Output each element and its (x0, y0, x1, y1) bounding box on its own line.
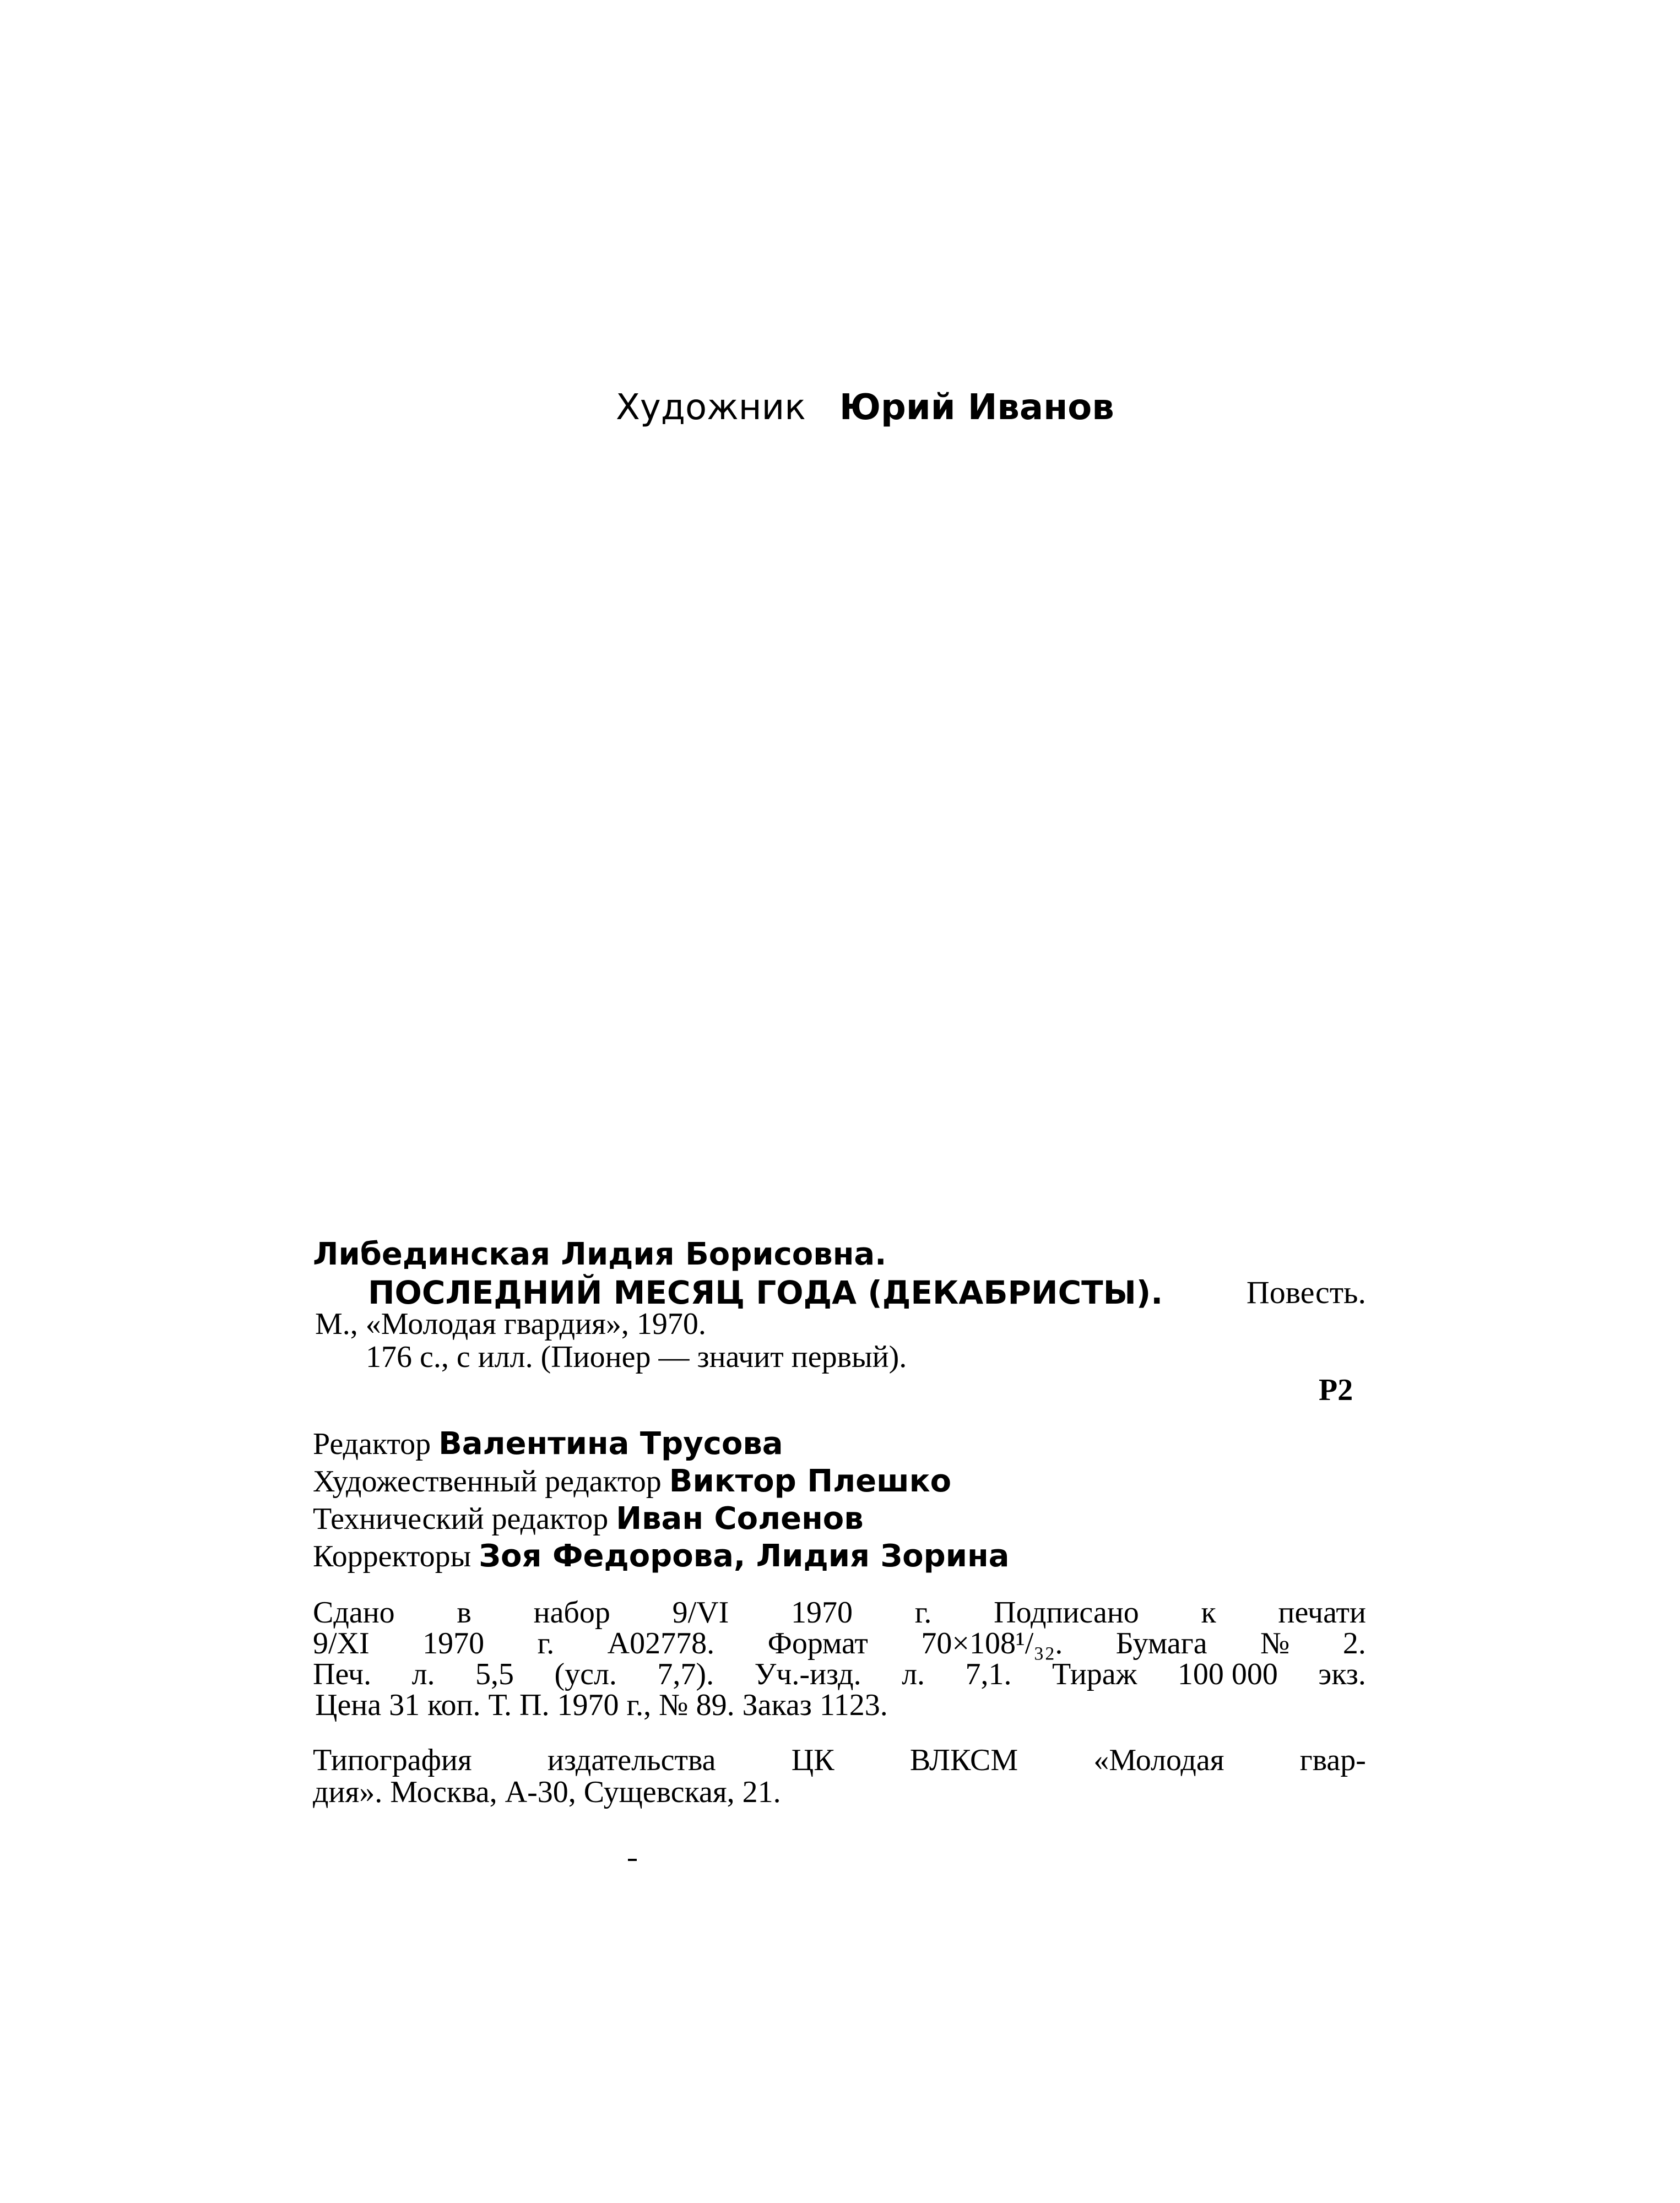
artist-label: Художник (616, 387, 806, 428)
word: 1970 (422, 1626, 485, 1661)
stray-dash-mark (628, 1859, 637, 1861)
credit-role: Технический редактор (313, 1502, 609, 1536)
word: в (457, 1596, 472, 1630)
word: л. (411, 1657, 435, 1691)
credit-role: Корректоры (313, 1539, 472, 1573)
word: г. (914, 1596, 932, 1630)
word: 9/VI (672, 1596, 729, 1630)
word: Формат (767, 1626, 868, 1661)
word: ВЛКСМ (909, 1743, 1018, 1777)
word: 70×108¹/₃₂. (921, 1626, 1063, 1661)
word: Бумага (1115, 1626, 1207, 1661)
word: ЦК (791, 1743, 834, 1777)
word: Сдано (313, 1596, 395, 1630)
credit-tech-editor (313, 1501, 864, 1537)
word: гвар- (1299, 1743, 1366, 1777)
printing-line-2 (313, 1628, 1366, 1659)
typography-line-1 (313, 1745, 1366, 1776)
word: Типография (313, 1743, 472, 1777)
credit-art-editor (313, 1463, 952, 1499)
credit-names: Зоя Федорова, Лидия Зорина (479, 1538, 1010, 1574)
typography-line-2: дия». Москва, А-30, Сущевская, 21. (313, 1775, 781, 1809)
title-line (368, 1274, 1366, 1311)
artist-name: Юрий Иванов (839, 387, 1114, 428)
word: издательства (547, 1743, 716, 1777)
publisher-line: М., «Молодая гвардия», 1970. (315, 1307, 706, 1341)
pages-line: 176 с., с илл. (Пионер — значит первый). (366, 1340, 907, 1374)
word: 5,5 (475, 1657, 514, 1691)
credit-role: Художественный редактор (313, 1464, 662, 1499)
author-line: Либединская Лидия Борисовна. (313, 1236, 887, 1272)
printing-line-4: Цена 31 коп. Т. П. 1970 г., № 89. Заказ 1123. (315, 1688, 888, 1722)
word: 100 000 (1177, 1657, 1278, 1691)
classification: Р2 (1319, 1373, 1353, 1407)
word: «Молодая (1093, 1743, 1224, 1777)
word: л. (902, 1657, 925, 1691)
credit-names: Валентина Трусова (438, 1426, 783, 1462)
credit-role: Редактор (313, 1427, 431, 1461)
word: г. (537, 1626, 555, 1661)
word: 1970 (791, 1596, 853, 1630)
word: 2. (1342, 1626, 1366, 1661)
word: Подписано (994, 1596, 1139, 1630)
word: № (1260, 1626, 1290, 1661)
word: 7,1. (965, 1657, 1012, 1691)
word: печати (1278, 1596, 1366, 1630)
artist-credit (616, 387, 1114, 428)
credit-editor (313, 1426, 783, 1462)
word: 9/XI (313, 1626, 370, 1661)
word: к (1201, 1596, 1216, 1630)
book-title: ПОСЛЕДНИЙ МЕСЯЦ ГОДА (ДЕКАБРИСТЫ). (368, 1274, 1163, 1311)
printing-line-3 (313, 1659, 1366, 1690)
credit-proofreaders (313, 1538, 1010, 1574)
word: экз. (1318, 1657, 1366, 1691)
word: (усл. (554, 1657, 617, 1691)
word: А02778. (607, 1626, 715, 1661)
word: Уч.-изд. (754, 1657, 861, 1691)
printing-line-1 (313, 1597, 1366, 1628)
genre: Повесть. (1246, 1274, 1366, 1310)
word: Тираж (1052, 1657, 1137, 1691)
credit-names: Иван Соленов (616, 1501, 864, 1537)
word: Печ. (313, 1657, 372, 1691)
credit-names: Виктор Плешко (669, 1463, 952, 1499)
word: набор (533, 1596, 610, 1630)
word: 7,7). (657, 1657, 714, 1691)
